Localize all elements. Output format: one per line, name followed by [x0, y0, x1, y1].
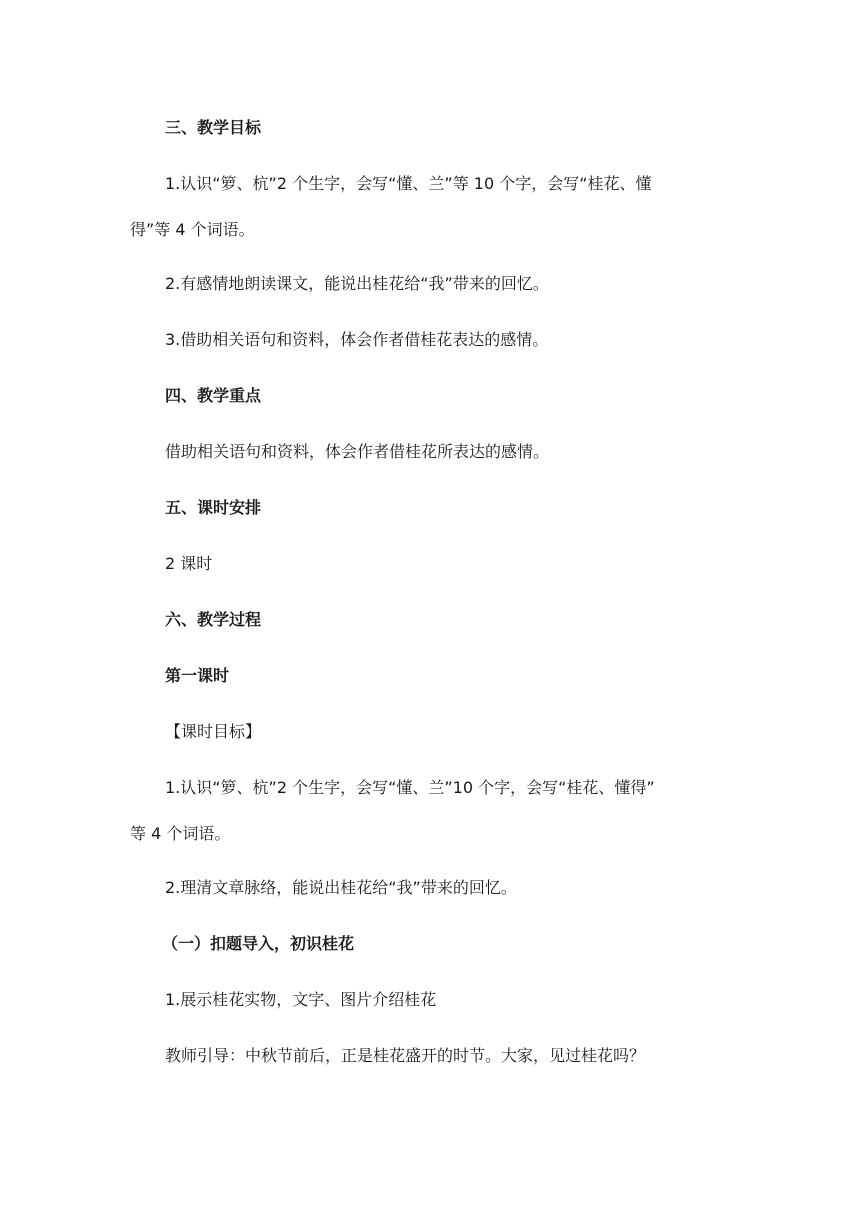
section-heading: 六、教学过程 — [165, 610, 262, 629]
section-heading: 四、教学重点 — [165, 386, 262, 405]
paragraph: 2.理清文章脉络，能说出桂花给“我”带来的回忆。 — [165, 878, 517, 897]
paragraph: 教师引导：中秋节前后，正是桂花盛开的时节。大家，见过桂花吗？ — [165, 1046, 646, 1065]
paragraph: 2 课时 — [165, 554, 213, 573]
section-heading: 五、课时安排 — [165, 498, 262, 517]
label: 【课时目标】 — [165, 722, 262, 741]
section-heading: 三、教学目标 — [165, 118, 262, 137]
subsection-heading: （一）扣题导入，初识桂花 — [162, 934, 355, 953]
paragraph: 2.有感情地朗读课文，能说出桂花给“我”带来的回忆。 — [165, 274, 549, 293]
subsection-heading: 第一课时 — [165, 666, 230, 685]
paragraph: 3.借助相关语句和资料，体会作者借桂花表达的感情。 — [165, 330, 549, 349]
paragraph: 借助相关语句和资料，体会作者借桂花所表达的感情。 — [165, 442, 550, 461]
paragraph: 1.认识“箩、杭”2 个生字，会写“懂、兰”等 10 个字，会写“桂花、懂 — [165, 174, 652, 193]
paragraph: 1.认识“箩、杭”2 个生字，会写“懂、兰”10 个字，会写“桂花、懂得” — [165, 778, 655, 797]
paragraph-continuation: 等 4 个词语。 — [130, 824, 231, 843]
paragraph: 1.展示桂花实物，文字、图片介绍桂花 — [165, 990, 437, 1009]
paragraph-continuation: 得”等 4 个词语。 — [130, 220, 255, 239]
